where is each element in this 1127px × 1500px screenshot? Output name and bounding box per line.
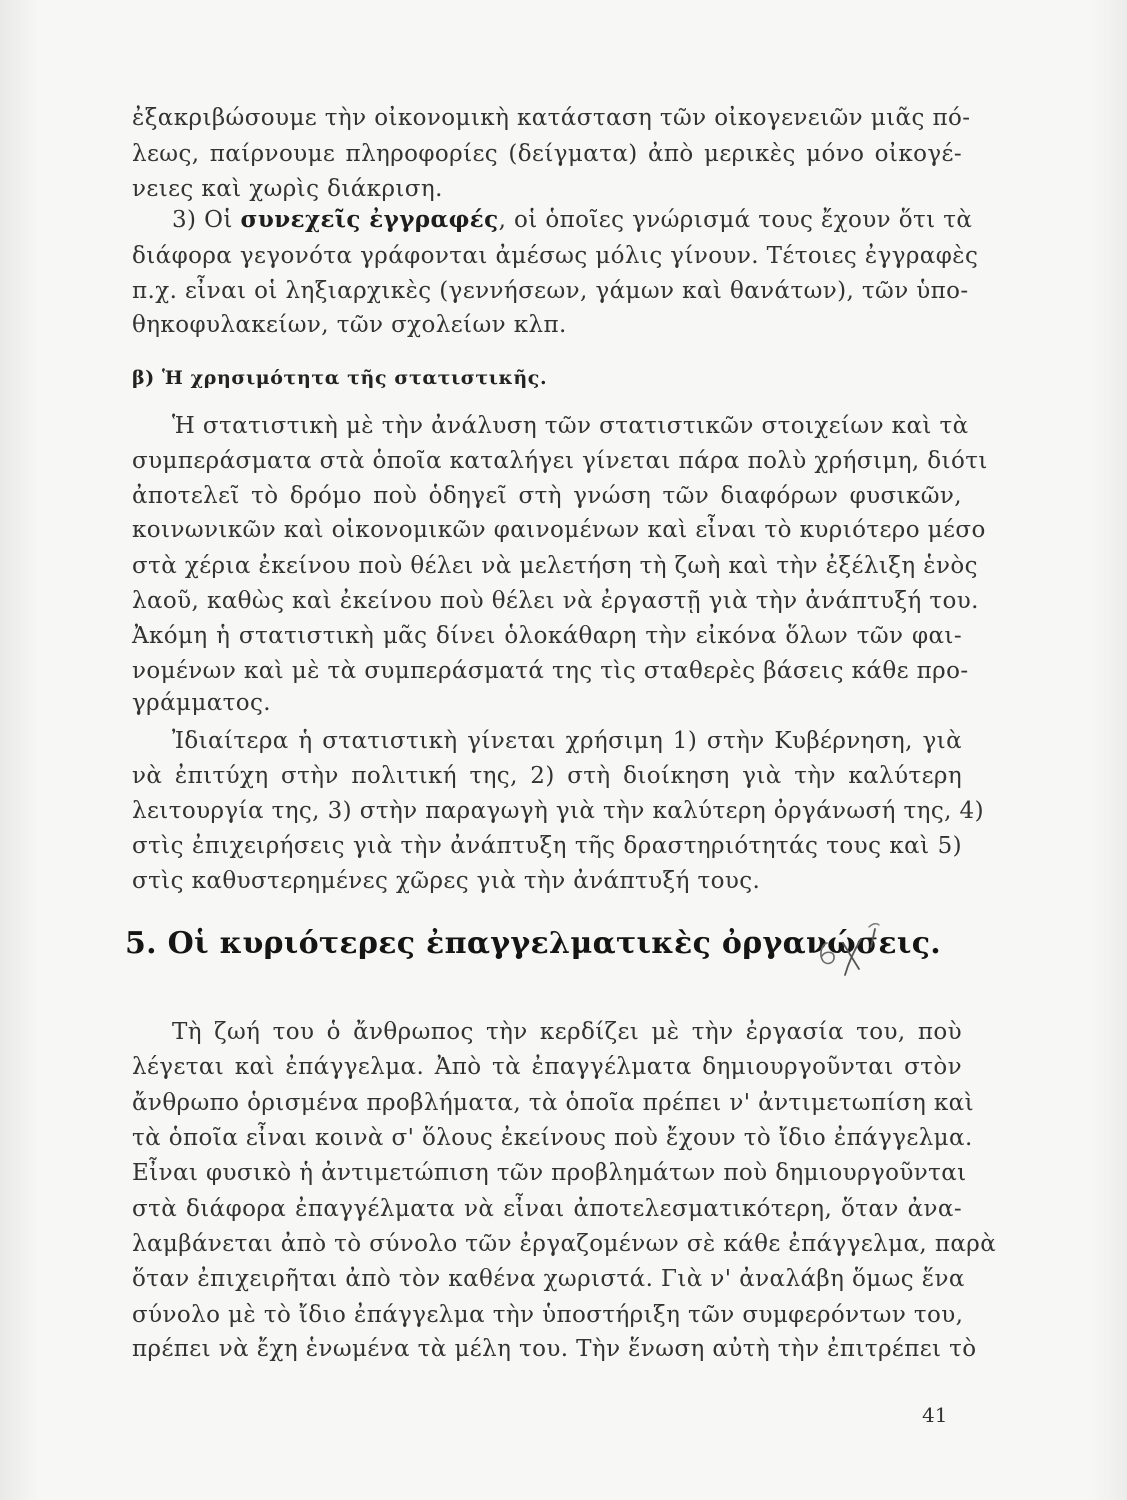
text-line: πρέπει νὰ ἔχη ἑνωμένα τὰ μέλη του. Τὴν ἕνωση αὐτὴ τὴν ἐπιτρέπει τὸ: [132, 1336, 977, 1362]
text-line: Ἡ στατιστικὴ μὲ τὴν ἀνάλυση τῶν στατιστικῶν στοιχείων καὶ τὰ: [172, 413, 969, 439]
text-line: διάφορα γεγονότα γράφονται ἀμέσως μόλις γίνουν. Τέτοιες ἐγγραφὲς: [132, 243, 979, 269]
text-line: Ἰδιαίτερα ἡ στατιστικὴ γίνεται χρήσιμη 1) στὴν Κυβέρνηση, γιὰ: [172, 728, 962, 754]
text-line: τὰ ὁποῖα εἶναι κοινὰ σ' ὅλους ἐκείνους ποὺ ἔχουν τὸ ἴδιο ἐπάγγελμα.: [132, 1125, 973, 1151]
text-line: λαοῦ, καθὼς καὶ ἐκείνου ποὺ θέλει νὰ ἐργαστῇ γιὰ τὴν ἀνάπτυξή του.: [132, 588, 979, 614]
handwritten-note: [815, 921, 895, 981]
text-line: π.χ. εἶναι οἱ ληξιαρχικὲς (γεννήσεων, γάμων καὶ θανάτων), τῶν ὑπο-: [132, 278, 969, 304]
text-line: νειες καὶ χωρὶς διάκριση.: [132, 176, 443, 202]
text-line: Εἶναι φυσικὸ ἡ ἀντιμετώπιση τῶν προβλημάτων ποὺ δημιουργοῦνται: [132, 1160, 967, 1186]
subheading: β) Ἡ χρησιμότητα τῆς στατιστικῆς.: [132, 367, 548, 389]
text-line: ὅταν ἐπιχειρῆται ἀπὸ τὸν καθένα χωριστά. Γιὰ ν' ἀναλάβη ὅμως ἕνα: [132, 1266, 965, 1292]
text-line: νὰ ἐπιτύχη στὴν πολιτική της, 2) στὴ διοίκηση γιὰ τὴν καλύτερη: [132, 763, 962, 789]
text-line: Τὴ ζωή του ὁ ἄνθρωπος τὴν κερδίζει μὲ τὴν ἐργασία του, ποὺ: [172, 1019, 962, 1045]
text-line: κοινωνικῶν καὶ οἰκονομικῶν φαινομένων καὶ εἶναι τὸ κυριότερο μέσο: [132, 517, 986, 543]
text-line: ἀποτελεῖ τὸ δρόμο ποὺ ὁδηγεῖ στὴ γνώση τῶν διαφόρων φυσικῶν,: [132, 483, 962, 509]
text-line: θηκοφυλακείων, τῶν σχολείων κλπ.: [132, 312, 567, 338]
text-line: στὶς καθυστερημένες χῶρες γιὰ τὴν ἀνάπτυξή τους.: [132, 868, 761, 894]
text-line: λεως, παίρνουμε πληροφορίες (δείγματα) ἀπὸ μερικὲς μόνο οἰκογέ-: [132, 141, 962, 167]
text-line: ἄνθρωπο ὁρισμένα προβλήματα, τὰ ὁποῖα πρέπει ν' ἀντιμετωπίση καὶ: [132, 1090, 974, 1116]
text-line: νομένων καὶ μὲ τὰ συμπεράσματά της τὶς σταθερὲς βάσεις κάθε προ-: [132, 658, 969, 684]
text-line: λειτουργία της, 3) στὴν παραγωγὴ γιὰ τὴν καλύτερη ὀργάνωσή της, 4): [132, 798, 984, 824]
page-number: 41: [922, 1403, 948, 1427]
text-line: στὰ χέρια ἐκείνου ποὺ θέλει νὰ μελετήση τὴ ζωὴ καὶ τὴν ἐξέλιξη ἑνὸς: [132, 553, 978, 579]
text-line: λαμβάνεται ἀπὸ τὸ σύνολο τῶν ἐργαζομένων σὲ κάθε ἐπάγγελμα, παρὰ: [132, 1231, 997, 1257]
item-3-first-line: [172, 205, 973, 235]
text-line: στὰ διάφορα ἐπαγγέλματα νὰ εἶναι ἀποτελεσματικότερη, ὅταν ἀνα-: [132, 1196, 962, 1222]
text-line: γράμματος.: [132, 690, 271, 716]
item-3-continuation: , οἱ ὁποῖες γνώρισμά τους ἔχουν ὅτι τὰ: [498, 207, 973, 233]
text-line: στὶς ἐπιχειρήσεις γιὰ τὴν ἀνάπτυξη τῆς δραστηριότητάς τους καὶ 5): [132, 833, 962, 859]
text-line: συμπεράσματα στὰ ὁποῖα καταλήγει γίνεται πάρα πολὺ χρήσιμη, διότι: [132, 448, 988, 474]
text-line: σύνολο μὲ τὸ ἴδιο ἐπάγγελμα τὴν ὑποστήριξη τῶν συμφερόντων του,: [132, 1302, 964, 1328]
bold-term: συνεχεῖς ἐγγραφές: [240, 206, 499, 233]
item-3-prefix: 3) Οἱ: [172, 207, 241, 233]
text-line: λέγεται καὶ ἐπάγγελμα. Ἀπὸ τὰ ἐπαγγέλματα δημιουργοῦνται στὸν: [132, 1054, 962, 1080]
section-heading: 5. Οἱ κυριότερες ἐπαγγελματικὲς ὀργανώσεις.: [125, 926, 942, 961]
text-line: ἐξακριβώσουμε τὴν οἰκονομικὴ κατάσταση τῶν οἰκογενειῶν μιᾶς πό-: [132, 105, 971, 131]
text-line: Ἀκόμη ἡ στατιστικὴ μᾶς δίνει ὁλοκάθαρη τὴν εἰκόνα ὅλων τῶν φαι-: [132, 623, 962, 649]
